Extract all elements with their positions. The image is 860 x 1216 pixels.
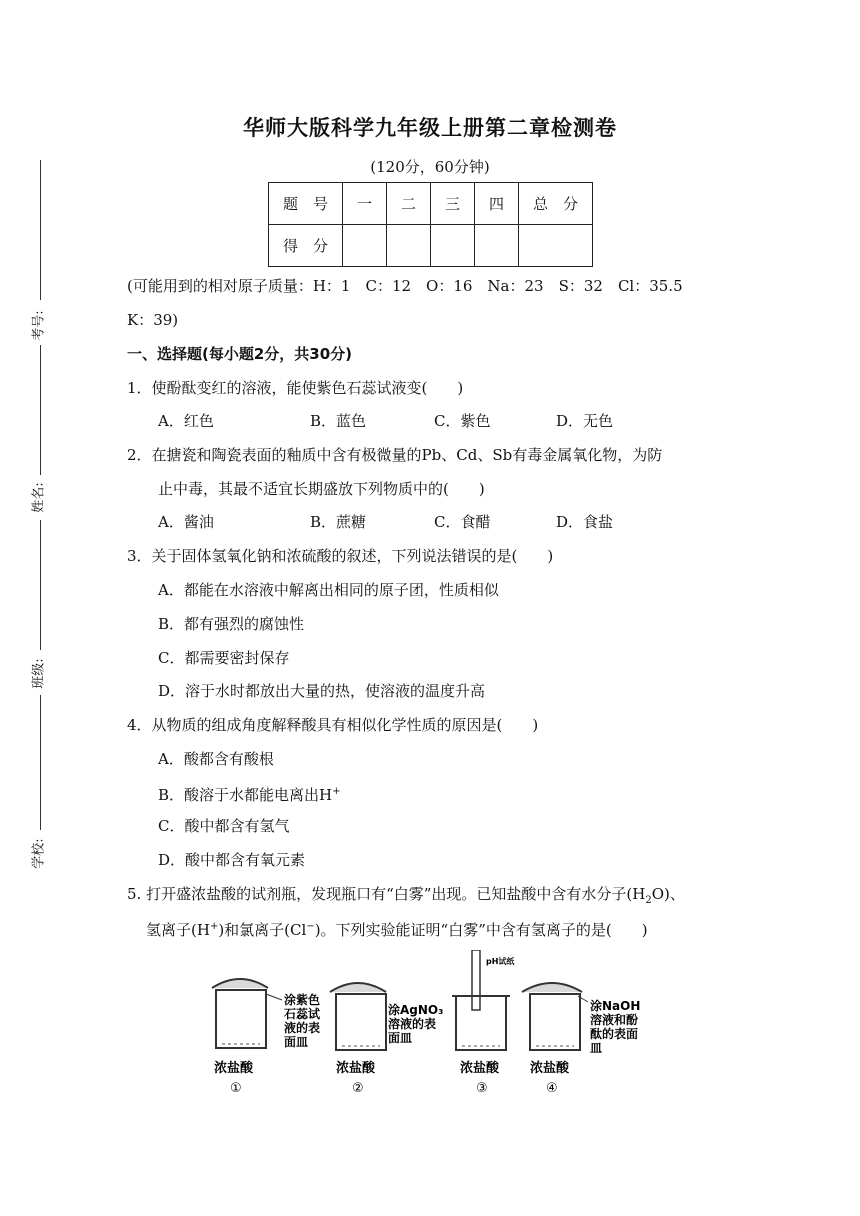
- q3-option-a[interactable]: A．都能在水溶液中解离出相同的原子团，性质相似: [158, 581, 499, 599]
- score-input-total[interactable]: [519, 225, 593, 267]
- page-subtitle: (120分，60分钟): [370, 158, 490, 176]
- atomic-mass-line-1: (可能用到的相对原子质量：H：1 C：12 O：16 Na：23 S：32 Cl：35.5: [127, 277, 683, 295]
- fig-label-2-line-3: 面皿: [388, 1031, 413, 1045]
- binding-line-4: [40, 695, 41, 830]
- q4-option-b[interactable]: [158, 782, 341, 805]
- fig-label-2-line-1: 涂AgNO₃: [388, 1003, 444, 1017]
- fig-label-4-line-2: 溶液和酚: [590, 1013, 639, 1027]
- q1-option-a[interactable]: A．红色: [158, 412, 214, 430]
- q5-text-e: )。下列实验能证明“白雾”中含有氢离子的是( ): [314, 921, 648, 939]
- q5-text-b: O)、: [651, 885, 685, 903]
- fig-number-1: ①: [230, 1081, 242, 1096]
- q4-stem: 4．从物质的组成角度解释酸具有相似化学性质的原因是( ): [127, 716, 539, 734]
- q5-sup-2: −: [306, 921, 315, 932]
- q4-option-b-text: B．酸溶于水都能电离出H: [158, 786, 333, 804]
- score-table-score-row: [269, 225, 593, 267]
- score-cell-3: 三: [431, 183, 475, 225]
- q5-stem-line-2: [146, 917, 648, 940]
- fig-label-1-line-1: 涂紫色: [284, 993, 321, 1007]
- fig-number-4: ④: [546, 1081, 558, 1096]
- q1-option-b[interactable]: B．蓝色: [310, 412, 367, 430]
- fig-label-4-line-4: 皿: [590, 1041, 603, 1055]
- q5-stem-line-1: [127, 884, 685, 911]
- q5-sup-1: +: [209, 921, 219, 932]
- beaker-3: [452, 950, 515, 1096]
- score-input-4[interactable]: [475, 225, 519, 267]
- score-cell-2: 二: [387, 183, 431, 225]
- score-input-3[interactable]: [431, 225, 475, 267]
- q2-option-a[interactable]: A．酱油: [158, 513, 214, 531]
- q4-option-c[interactable]: C．酸中都含有氢气: [158, 817, 290, 835]
- fig-beaker-label-2: 浓盐酸: [336, 1061, 376, 1076]
- q1-option-c[interactable]: C．紫色: [434, 412, 491, 430]
- banji-label: 班级:: [31, 658, 47, 689]
- beaker-2: [330, 983, 443, 1096]
- score-row-label: 得 分: [269, 225, 343, 267]
- score-cell-4: 四: [475, 183, 519, 225]
- score-table: [268, 182, 593, 267]
- fig-beaker-label-1: 浓盐酸: [214, 1061, 254, 1076]
- fig-label-2-line-2: 溶液的表: [388, 1017, 437, 1031]
- beaker-1: [212, 979, 321, 1096]
- beaker-4: [522, 983, 640, 1096]
- q4-option-a[interactable]: A．酸都含有酸根: [158, 750, 274, 768]
- q3-option-d[interactable]: D．溶于水时都放出大量的热，使溶液的温度升高: [158, 682, 486, 700]
- q4-option-d[interactable]: D．酸中都含有氧元素: [158, 851, 306, 869]
- score-input-1[interactable]: [343, 225, 387, 267]
- fig-label-1-line-4: 面皿: [284, 1035, 309, 1049]
- atomic-mass-line-2: K：39): [127, 311, 179, 329]
- q3-option-c[interactable]: C．都需要密封保存: [158, 649, 290, 667]
- q5-sub: 2: [645, 895, 652, 906]
- binding-line-1: [40, 160, 41, 300]
- kaohao-label: 考号:: [31, 310, 47, 341]
- q2-option-d[interactable]: D．食盐: [556, 513, 614, 531]
- fig-label-3: pH试纸: [486, 957, 515, 966]
- q3-stem: 3．关于固体氢氧化钠和浓硫酸的叙述，下列说法错误的是( ): [127, 547, 554, 565]
- q2-option-b[interactable]: B．蔗糖: [310, 513, 367, 531]
- fig-number-2: ②: [352, 1081, 364, 1096]
- fig-label-4-line-1: 涂NaOH: [590, 999, 641, 1013]
- q2-stem-line-1: 2．在搪瓷和陶瓷表面的釉质中含有极微量的Pb、Cd、Sb有毒金属氧化物，为防: [127, 446, 663, 464]
- q1-option-d[interactable]: D．无色: [556, 412, 614, 430]
- page-title: 华师大版科学九年级上册第二章检测卷: [243, 116, 617, 140]
- binding-line-2: [40, 345, 41, 475]
- fig-label-1-line-3: 液的表: [284, 1021, 321, 1035]
- q5-text-d: )和氯离子(Cl: [218, 921, 307, 939]
- fig-number-3: ③: [476, 1081, 488, 1096]
- q4-option-b-sup: +: [332, 786, 341, 797]
- section-1-heading: 一、选择题(每小题2分，共30分): [127, 345, 353, 363]
- fig-label-4-line-3: 酞的表面: [590, 1027, 639, 1041]
- score-cell-label: 题 号: [269, 183, 343, 225]
- fig-beaker-label-3: 浓盐酸: [460, 1061, 500, 1076]
- q2-stem-line-2: 止中毒，其最不适宜长期盛放下列物质中的( ): [158, 480, 485, 498]
- q5-text-c: 氢离子(H: [146, 921, 210, 939]
- score-cell-total: 总 分: [519, 183, 593, 225]
- score-cell-1: 一: [343, 183, 387, 225]
- q2-option-c[interactable]: C．食醋: [434, 513, 491, 531]
- xingming-label: 姓名:: [31, 482, 47, 513]
- q3-option-b[interactable]: B．都有强烈的腐蚀性: [158, 615, 305, 633]
- fig-beaker-label-4: 浓盐酸: [530, 1061, 570, 1076]
- score-input-2[interactable]: [387, 225, 431, 267]
- xuexiao-label: 学校:: [31, 838, 47, 869]
- q5-text-a: 5. 打开盛浓盐酸的试剂瓶，发现瓶口有“白雾”出现。已知盐酸中含有水分子(H: [127, 885, 646, 903]
- experiment-figure: [200, 950, 660, 1100]
- score-table-header-row: [269, 183, 593, 225]
- fig-label-1-line-2: 石蕊试: [284, 1007, 321, 1021]
- binding-line-3: [40, 520, 41, 650]
- q1-stem: 1．使酚酞变红的溶液，能使紫色石蕊试液变( ): [127, 379, 464, 397]
